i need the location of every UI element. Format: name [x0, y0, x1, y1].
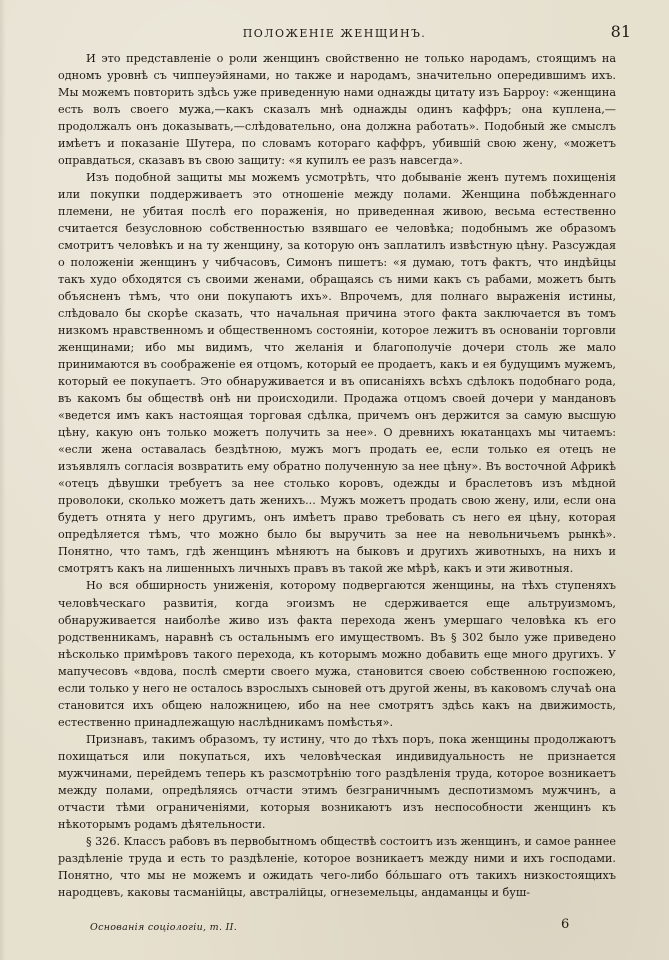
paragraph: Признавъ, такимъ образомъ, ту истину, что до тѣхъ поръ, пока женщины продолжаютъ похищаться или покупаться, ихъ человѣческая индивидуальность не признается мужчинами, перейдемъ теперь къ разсмотрѣнію того раздѣленія труда, которое возникаетъ между полами, опредѣляясь отчасти этимъ безграничнымъ деспотизмомъ мужчинъ, а отчасти тѣми ограниченіями, которыя возникаютъ изъ неспособности женщинъ къ нѣкоторымъ родамъ дѣятельности. [58, 732, 616, 831]
printer-signature: Основанія соціологіи, т. II. [90, 922, 238, 933]
sheet-number: 6 [561, 917, 570, 932]
page-footer [58, 915, 627, 937]
page-number: 81 [610, 22, 631, 41]
paragraph: И это представленіе о роли женщинъ свойственно не только народамъ, стоящимъ на одномъ уровнѣ съ чиппеуэйянами, но также и народамъ, значительно опередившимъ ихъ. Мы можемъ повторить здѣсь уже приведенную нами однажды цитату изъ Барроу: «женщина есть волъ своего мужа,—какъ сказалъ мнѣ однажды одинъ каффръ; она куплена,—продолжалъ онъ доказывать,—слѣдовательно, она должна работать». Подобный же смыслъ имѣетъ и показаніе Шутера, по словамъ котораго каффръ, убившій свою жену, «можетъ оправдаться, сказавъ въ свою защиту: «я купилъ ее разъ навсегда». [58, 52, 616, 168]
paragraph: Изъ подобной защиты мы можемъ усмотрѣть, что добываніе женъ путемъ похищенія или покупки поддерживаетъ это отношеніе между полами. Женщина побѣжденнаго племени, не убитая послѣ его пораженія, но приведенная живою, весьма естественно считается безусловною собственностью взявшаго ее человѣка; подобнымъ же образомъ смотритъ человѣкъ и на ту женщину, за которую онъ заплатилъ извѣстную цѣну. Разсуждая о положеніи женщинъ у чибчасовъ, Симонъ пишетъ: «я думаю, тотъ фактъ, что индѣйцы такъ худо обходятся съ своими женами, обращаясь съ ними какъ съ рабами, можетъ быть объясненъ тѣмъ, что они покупаютъ ихъ». Впрочемъ, для полнаго выраженія истины, слѣдовало бы скорѣе сказать, что начальная причина этого факта заключается въ томъ низкомъ нравственномъ и общественномъ состояніи, которое лежитъ въ основаніи торговли женщинами; ибо мы видимъ, что желанія и благополучіе дочери столь же мало принимаются въ соображеніе ея отцомъ, который ее продаетъ, какъ и ея будущимъ мужемъ, который ее покупаетъ. Это обнаруживается и въ описаніяхъ всѣхъ сдѣлокъ подобнаго рода, въ какомъ бы обществѣ онѣ ни происходили. Продажа отцомъ своей дочери у мандановъ «ведется имъ какъ настоящая торговая сдѣлка, причемъ онъ держится за самую высшую цѣну, какую онъ только можетъ получить за нее». О древнихъ юкатанцахъ мы читаемъ: «если жена оставалась бездѣтною, мужъ могъ продать ее, если только ея отецъ не изъявлялъ согласія возвратить ему обратно полученную за нее цѣну». Въ восточной Африкѣ «отецъ дѣвушки требуетъ за нее столько коровъ, одежды и браслетовъ изъ мѣдной проволоки, сколько можетъ дать женихъ... Мужъ можетъ продать свою жену, или, если она будетъ отнята у него другимъ, онъ имѣетъ право требовать съ него ея цѣну, которая опредѣляется тѣмъ, что можно было бы выручить за нее на невольничьемъ рынкѣ». Понятно, что тамъ, гдѣ женщинъ мѣняютъ на быковъ и другихъ животныхъ, на нихъ и смотрятъ какъ на лишенныхъ личныхъ правъ въ такой же мѣрѣ, какъ и эти животныя. [58, 171, 616, 576]
page-header [0, 22, 669, 42]
page-edge-shadow [0, 0, 6, 960]
paragraph: § 326. Классъ рабовъ въ первобытномъ обществѣ состоитъ изъ женщинъ, и самое раннее раздѣленіе труда и есть то раздѣленіе, которое возникаетъ между ними и ихъ господами. Понятно, что мы не можемъ и ожидать чего-либо бо́льшаго отъ такихъ низкостоящихъ народцевъ, каковы тасманійцы, австралійцы, огнеземельцы, андаманцы и буш- [58, 834, 616, 899]
running-title: ПОЛОЖЕНІЕ ЖЕНЩИНЪ. [242, 27, 427, 40]
page-body [58, 50, 616, 901]
paragraph: Но вся обширность униженія, которому подвергаются женщины, на тѣхъ ступеняхъ человѣческаго развитія, когда эгоизмъ не сдерживается еще альтруизмомъ, обнаруживается наиболѣе живо изъ факта перехода женъ умершаго человѣка къ его родственникамъ, наравнѣ съ остальнымъ его имуществомъ. Въ § 302 было уже приведено нѣсколько примѣровъ такого перехода, къ которымъ можно добавить еще много другихъ. У мапучесовъ «вдова, послѣ смерти своего мужа, становится своею собственною госпожею, если только у него не осталось взрослыхъ сыновей отъ другой жены, въ каковомъ случаѣ она становится ихъ общею наложницею, ибо на нее смотрятъ здѣсь какъ на движимость, естественно принадлежащую наслѣдникамъ помѣстья». [58, 579, 616, 729]
